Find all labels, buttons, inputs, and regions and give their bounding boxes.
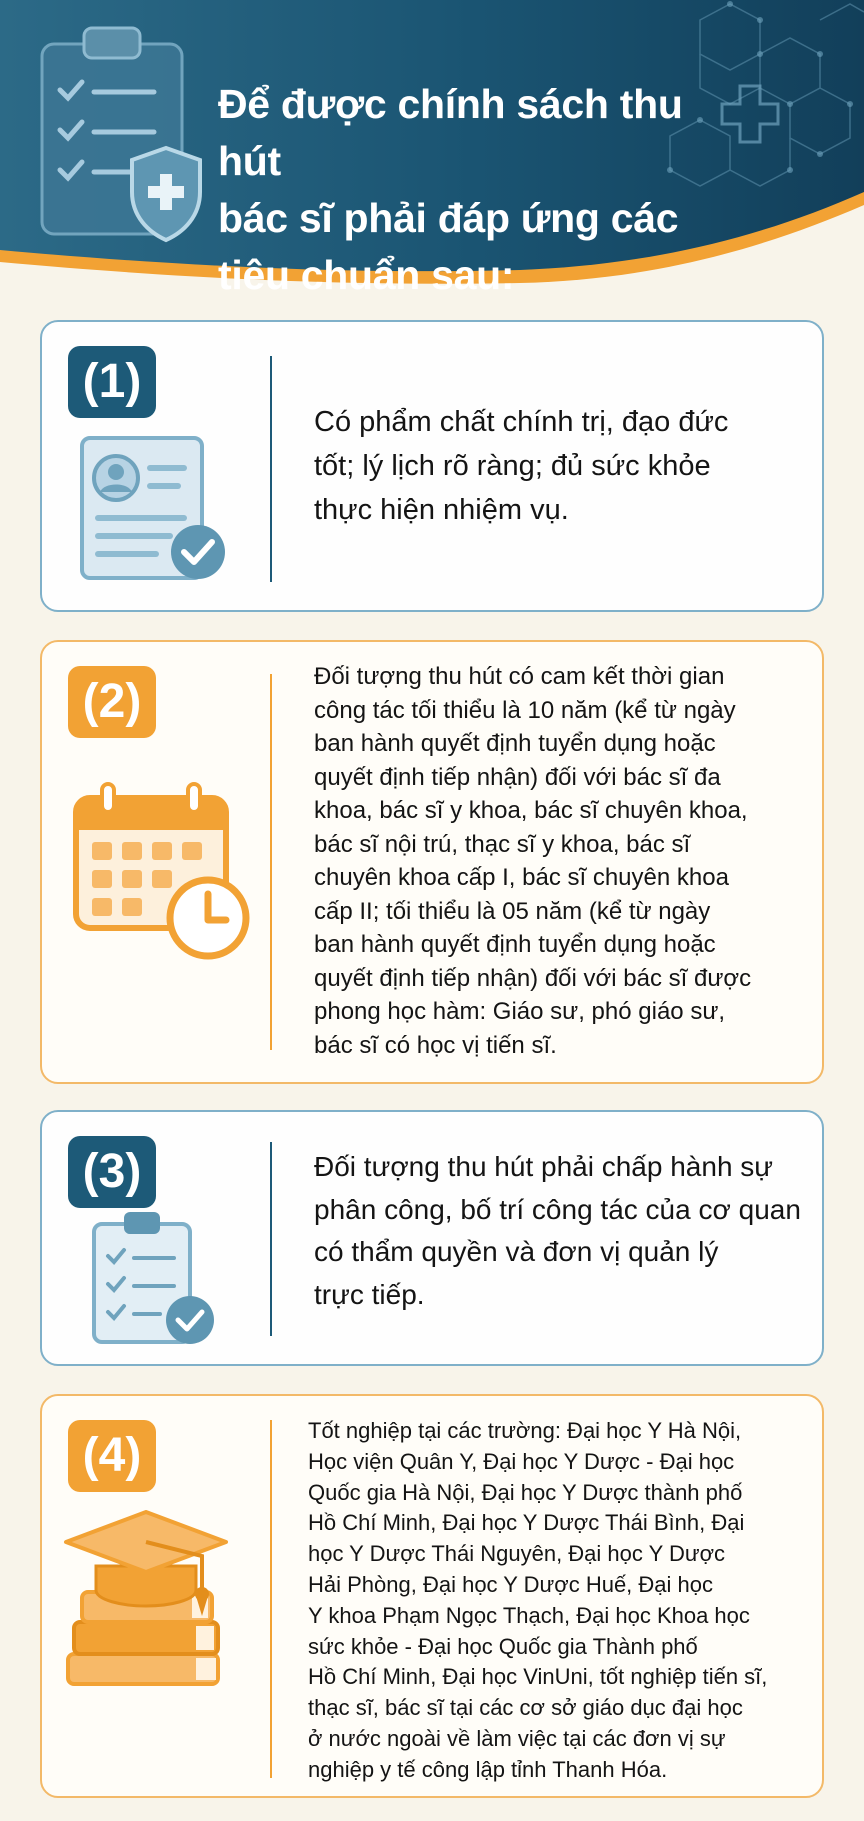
text-line: Học viện Quân Y, Đại học Y Dược - Đại học	[308, 1448, 735, 1474]
text-line: có thẩm quyền và đơn vị quản lý	[314, 1236, 719, 1267]
title-line: bác sĩ phải đáp ứng các	[218, 195, 679, 241]
text-line: khoa, bác sĩ y khoa, bác sĩ chuyên khoa,	[314, 797, 748, 824]
text-line: bác sĩ nội trú, thạc sĩ y khoa, bác sĩ	[314, 830, 691, 858]
criterion-text	[314, 1146, 801, 1316]
header-banner	[0, 0, 864, 310]
criterion-number-badge: (2)	[68, 666, 156, 738]
text-line: cấp II; tối thiểu là 05 năm (kể từ ngày	[314, 897, 711, 925]
text-line: ban hành quyết định tuyển dụng hoặc	[314, 931, 716, 958]
text-line: trực tiếp.	[314, 1278, 425, 1310]
criterion-text	[314, 660, 751, 1062]
text-line: Hải Phòng, Đại học Y Dược Huế, Đại học	[308, 1571, 713, 1597]
text-line: thạc sĩ, bác sĩ tại các cơ sở giáo dục đại học	[308, 1695, 743, 1721]
title-line: Để được chính sách thu hút	[218, 81, 683, 184]
text-line: quyết định tiếp nhận) đối với bác sĩ được	[314, 964, 752, 992]
profile-document-check-icon	[80, 434, 230, 584]
text-line: Y khoa Phạm Ngọc Thạch, Đại học Khoa học	[308, 1602, 750, 1628]
text-line: ban hành quyết định tuyển dụng hoặc	[314, 730, 716, 757]
text-line: Đối tượng thu hút có cam kết thời gian	[314, 663, 725, 690]
criterion-card-4	[40, 1394, 824, 1798]
text-line: Quốc gia Hà Nội, Đại học Y Dược thành phố	[308, 1479, 743, 1505]
text-line: Hồ Chí Minh, Đại học Y Dược Thái Bình, Đại	[308, 1510, 745, 1536]
text-line: Có phẩm chất chính trị, đạo đức	[314, 406, 729, 438]
text-line: phong học hàm: Giáo sư, phó giáo sư,	[314, 998, 726, 1025]
criterion-number-badge: (1)	[68, 346, 156, 418]
page-title	[218, 76, 738, 304]
text-line: công tác tối thiểu là 10 năm (kể từ ngày	[314, 696, 736, 724]
checklist-clipboard-icon	[90, 1208, 220, 1348]
card-divider	[270, 1420, 272, 1778]
criterion-number-badge: (3)	[68, 1136, 156, 1208]
text-line: thực hiện nhiệm vụ.	[314, 494, 569, 526]
text-line: sức khỏe - Đại học Quốc gia Thành phố	[308, 1633, 698, 1659]
card-divider	[270, 674, 272, 1050]
text-line: Hồ Chí Minh, Đại học VinUni, tốt nghiệp tiến sĩ,	[308, 1664, 768, 1690]
text-line: phân công, bố trí công tác của cơ quan	[314, 1193, 801, 1225]
criterion-card-3	[40, 1110, 824, 1366]
criterion-number-badge: (4)	[68, 1420, 156, 1492]
clipboard-shield-icon	[34, 20, 204, 250]
criterion-card-1	[40, 320, 824, 612]
text-line: bác sĩ có học vị tiến sĩ.	[314, 1031, 557, 1059]
graduation-cap-books-icon	[62, 1504, 232, 1694]
criterion-card-2	[40, 640, 824, 1084]
text-line: tốt; lý lịch rõ ràng; đủ sức khỏe	[314, 450, 711, 482]
text-line: nghiệp y tế công lập tỉnh Thanh Hóa.	[308, 1756, 668, 1782]
text-line: Đối tượng thu hút phải chấp hành sự	[314, 1151, 774, 1182]
calendar-clock-icon	[72, 782, 262, 962]
text-line: chuyên khoa cấp I, bác sĩ chuyên khoa	[314, 864, 729, 891]
text-line: học Y Dược Thái Nguyên, Đại học Y Dược	[308, 1541, 726, 1567]
criterion-text	[308, 1416, 767, 1786]
criterion-text	[314, 400, 728, 532]
text-line: quyết định tiếp nhận) đối với bác sĩ đa	[314, 763, 721, 791]
text-line: Tốt nghiệp tại các trường: Đại học Y Hà Nội,	[308, 1418, 742, 1443]
card-divider	[270, 356, 272, 582]
text-line: ở nước ngoài về làm việc tại các đơn vị sự	[308, 1725, 726, 1751]
title-line: tiêu chuẩn sau:	[218, 252, 515, 298]
card-divider	[270, 1142, 272, 1336]
